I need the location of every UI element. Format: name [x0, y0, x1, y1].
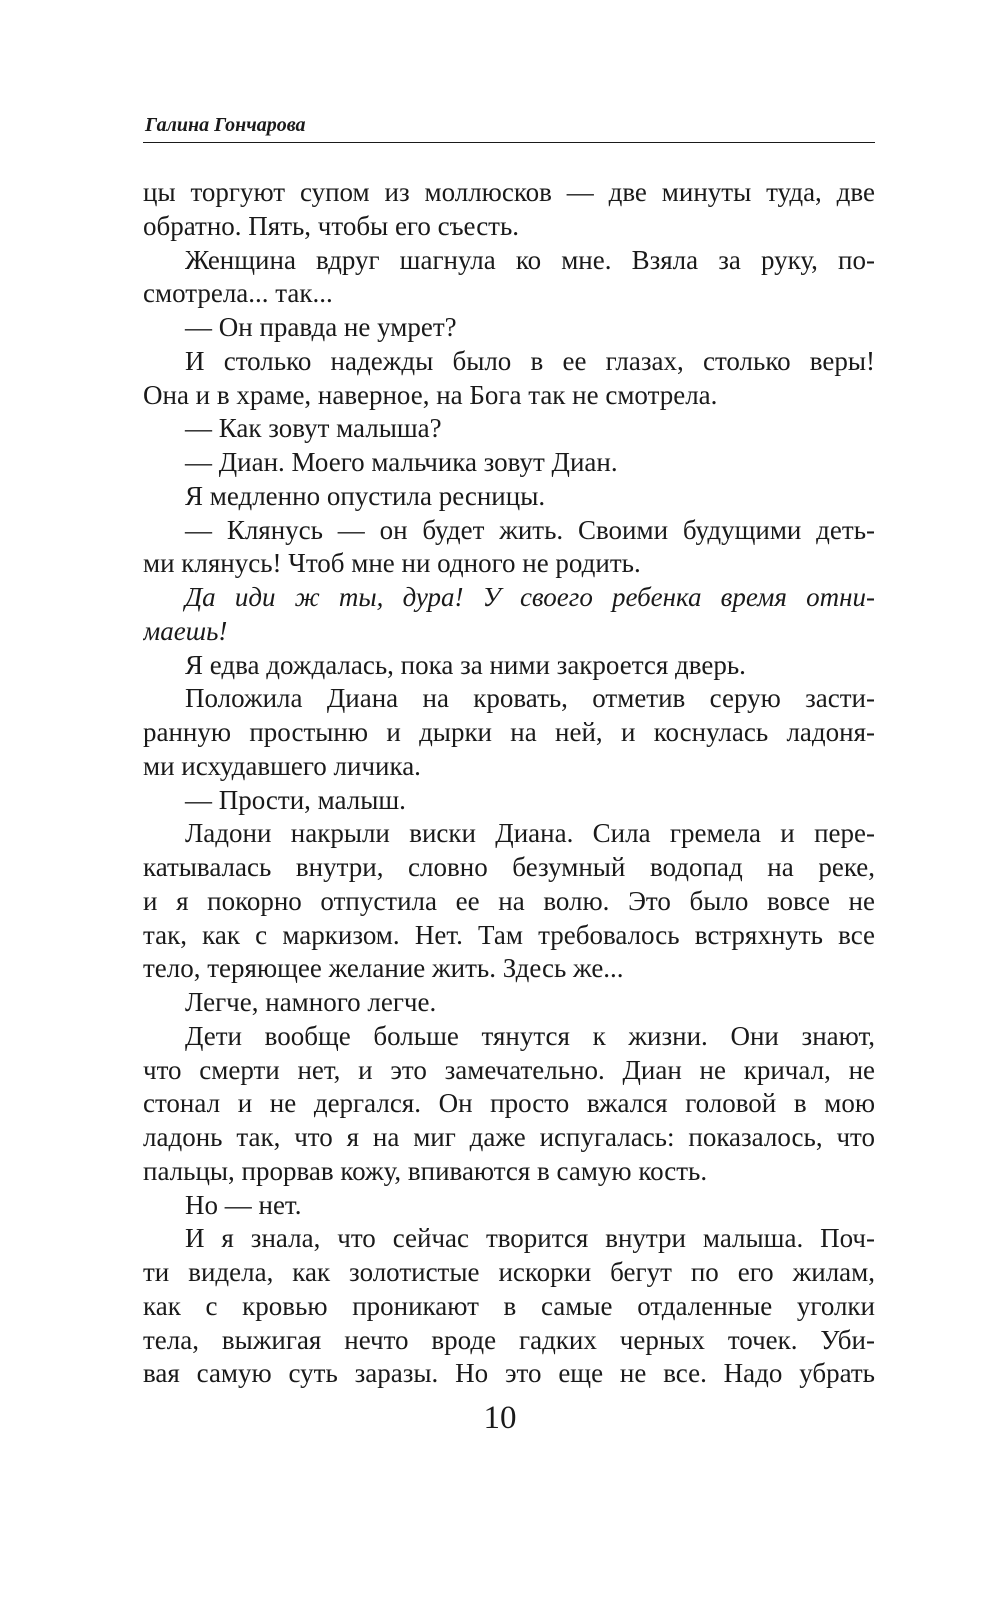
text-line: ладонь так, что я на миг даже испугалась: показалось, что [143, 1122, 875, 1152]
page-number: 10 [483, 1400, 517, 1436]
text-line: Но — нет. [185, 1189, 302, 1220]
text-line: Она и в храме, наверное, на Бога так не смотрела. [143, 379, 718, 410]
text-line: вая самую суть заразы. Но это еще не все. Надо убрать [143, 1358, 875, 1389]
text-line: Положила Диана на кровать, отметив серую засти- [185, 683, 875, 714]
text-line: пальцы, прорвав кожу, впиваются в самую кость. [143, 1155, 708, 1186]
text-line: И столько надежды было в ее глазах, столько веры! [185, 345, 875, 376]
text-line: стонал и не дергался. Он просто вжался головой в мою [143, 1088, 875, 1119]
text-line-italic: маешь! [143, 615, 228, 646]
text-line: тела, выжигая нечто вроде гадких черных точек. Уби- [143, 1324, 875, 1355]
text-line: и я покорно отпустила ее на волю. Это было вовсе не [143, 885, 875, 916]
text-line: ти видела, как золотистые искорки бегут по его жилам, [143, 1257, 875, 1287]
text-line: Я медленно опустила ресницы. [185, 480, 546, 511]
running-head-rule [143, 142, 875, 143]
text-line: ранную простыню и дырки на ней, и коснулась ладоня- [143, 717, 875, 747]
text-line: Дети вообще больше тянутся к жизни. Они знают, [185, 1020, 875, 1051]
text-line: Женщина вдруг шагнула ко мне. Взяла за руку, по- [185, 244, 875, 275]
text-line: И я знала, что сейчас творится внутри малыша. Поч- [185, 1223, 875, 1254]
body-text [143, 176, 875, 1391]
text-line-italic: Да иди ж ты, дура! У своего ребенка время отни- [185, 582, 875, 612]
text-line: так, как с маркизом. Нет. Там требовалось встряхнуть все [143, 919, 875, 950]
text-line: — Он правда не умрет? [185, 312, 457, 342]
text-line: ми исхудавшего личика. [143, 750, 421, 781]
running-head-author: Галина Гончарова [145, 114, 306, 136]
text-line: как с кровью проникают в самые отдаленные уголки [143, 1290, 875, 1321]
text-line: обратно. Пять, чтобы его съесть. [143, 210, 520, 241]
text-line: Легче, намного легче. [185, 987, 437, 1017]
text-line: что смерти нет, и это замечательно. Диан не кричал, не [143, 1054, 875, 1085]
text-line: — Диан. Моего мальчика зовут Диан. [185, 447, 618, 477]
text-line: Ладони накрыли виски Диана. Сила гремела и пере- [185, 818, 875, 849]
text-line: — Как зовут малыша? [185, 413, 442, 444]
text-line: смотрела... так... [143, 278, 333, 309]
text-line: Я едва дождалась, пока за ними закроется дверь. [185, 649, 746, 680]
text-line: цы торгуют супом из моллюсков — две минуты туда, две [143, 177, 875, 207]
text-line: катывалась внутри, словно безумный водопад на реке, [143, 852, 875, 882]
text-line: — Прости, малыш. [185, 784, 406, 815]
text-line: — Клянусь — он будет жить. Своими будущими деть- [185, 514, 875, 545]
text-line: ми клянусь! Чтоб мне ни одного не родить. [143, 548, 641, 579]
text-line: тело, теряющее желание жить. Здесь же... [143, 953, 624, 984]
running-head [143, 113, 875, 143]
